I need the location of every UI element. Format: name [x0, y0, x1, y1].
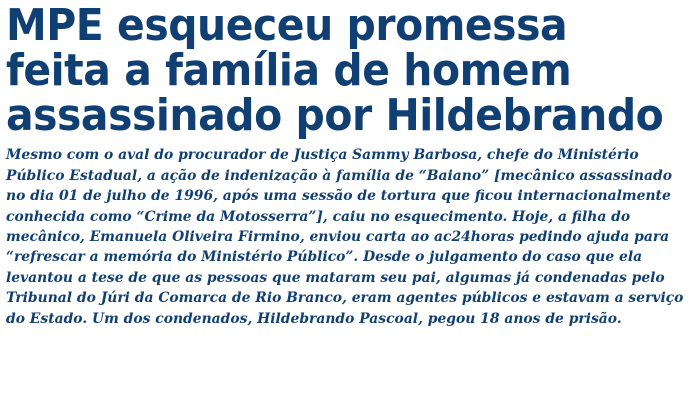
headline-line-3: assassinado por Hildebrando	[6, 90, 664, 142]
headline-line-2: feita a família de homem	[6, 45, 572, 97]
page-title	[6, 0, 664, 142]
article-standfirst	[6, 145, 684, 329]
headline-line-1: MPE esqueceu promessa	[6, 0, 568, 51]
standfirst-text: Mesmo com o aval do procurador de Justiça Sammy Barbosa, chefe do Ministério Público Estadual, a ação de indenização à família de “Baiano” [mecânico assassinado no dia 01 de julho de 1996, após uma sessão de tortura que ficou internacionalmente conhecida como “Crime da Motosserra”], caiu no esquecimento. Hoje, a filha do mecânico, Emanuela Oliveira Firmino, enviou carta ao ac24horas pedindo ajuda para “refrescar a memória do Ministério Público”. Desde o julgamento do caso que ela levantou a tese de que as pessoas que mataram seu pai, algumas já condenadas pelo Tribunal do Júri da Comarca de Rio Branco, eram agentes públicos e estavam a serviço do Estado. Um dos condenados, Hildebrando Pascoal, pegou 18 anos de prisão.	[6, 147, 684, 327]
